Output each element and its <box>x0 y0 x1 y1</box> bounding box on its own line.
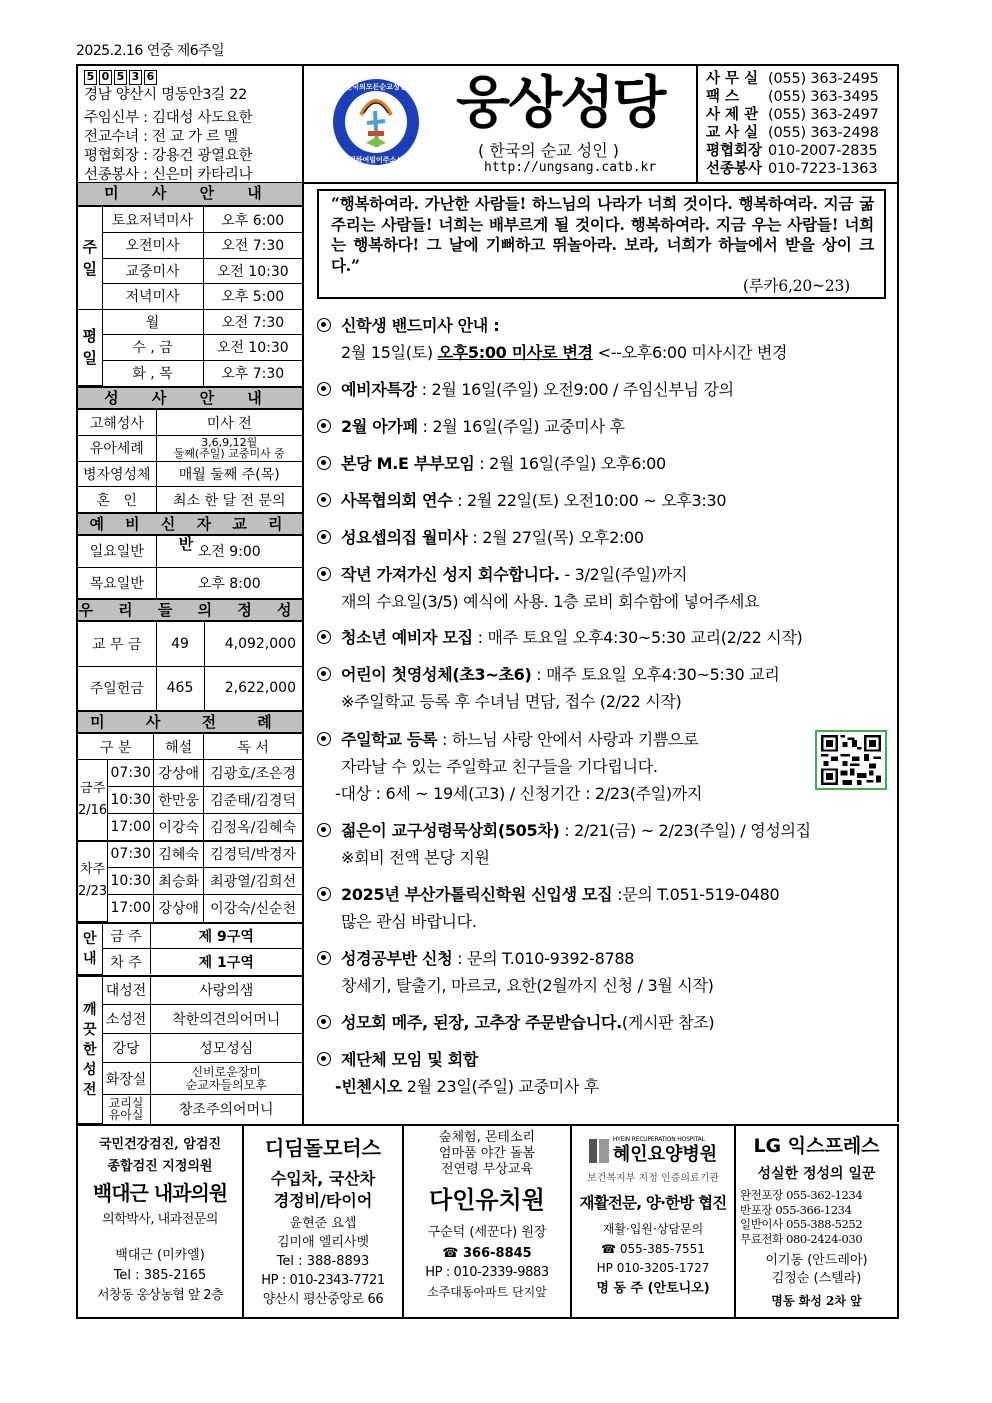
bullet-icon <box>317 732 331 746</box>
table-row <box>78 622 302 666</box>
hospital-logo-icon <box>589 1139 609 1163</box>
cleaning-area: 강당 <box>102 1034 150 1063</box>
postal-code <box>84 70 296 85</box>
liturgy-table <box>78 734 302 922</box>
mass-time: 07:30 <box>108 841 154 868</box>
offering-count: 465 <box>156 666 204 710</box>
mass-time: 07:30 <box>108 760 154 787</box>
offering-type: 교 무 금 <box>78 622 156 666</box>
bullet-icon <box>317 951 331 965</box>
table-row <box>78 734 302 760</box>
column-header: 독 서 <box>204 734 302 760</box>
zip-digit: 5 <box>114 70 127 85</box>
notice-item: 성경공부반 신청 : 문의 T.010-9392-8788 창세기, 탈출기, 마르코, 요한(2월까지 신청 / 3월 시작) <box>317 945 714 999</box>
guide-district: 제 9구역 <box>150 923 302 949</box>
contact-fax: 팩 스 (055) 363-3495 <box>706 89 879 105</box>
table-row <box>78 787 302 814</box>
class-name: 일요일반 <box>78 536 156 567</box>
bullet-icon <box>317 1015 331 1029</box>
class-name: 목요일반 <box>78 567 156 598</box>
address: 경남 양산시 명동안3길 22 <box>84 87 248 103</box>
ad-kindergarten: 숲체험, 몬테소리 엄마품 야간 돌봄 전연령 무상교육 다인유치원 구순덕 (세꾼다) 원장 ☎ 366-8845 HP : 010-2339-9883 소주대동아파트 단지앞 <box>404 1126 572 1317</box>
contact-rectory: 사 제 관 (055) 363-2497 <box>706 107 879 123</box>
mass-time: 10:30 <box>108 868 154 895</box>
quote-text: “행복하여라. 가난한 사람들! 하느님의 나라가 너희 것이다. 행복하여라. 지금 굶주리는 사람들! 너희는 배부르게 될 것이다. 행복하여라. 지금 우는 사람들! 너희는 행복하다! 그 날에 기뻐하고 뛰놀아라. 보라, 너희가 하늘에서 받을 상이 크다.” <box>331 194 874 275</box>
readers: 김광호/조은경 <box>204 760 302 787</box>
commentator: 이강숙 <box>154 814 204 841</box>
qr-code-icon[interactable] <box>815 730 887 790</box>
commentator: 최승화 <box>154 868 204 895</box>
notice-item: 제단체 모임 및 회합 -빈첸시오 2월 23일(주일) 교중미사 후 <box>317 1046 599 1100</box>
table-row <box>78 233 302 259</box>
guide-week: 차 주 <box>102 949 150 975</box>
table-row <box>78 487 302 513</box>
sacrament-info: 미사 전 <box>156 410 302 436</box>
notice-item: 주일학교 등록 : 하느님 사랑 안에서 사랑과 기쁨으로 자라날 수 있는 주일학교 친구들을 기다립니다. -대상 : 6세 ~ 19세(고3) / 신청기간 : 2/23(주일)까지 <box>317 726 702 807</box>
catechumen-heading: 예 비 신 자 교 리 반 <box>78 512 302 536</box>
notice-item: 성요셉의집 월미사 : 2월 27일(목) 오후2:00 <box>317 524 644 551</box>
column-divider <box>897 64 899 1122</box>
cleaning-label: 깨 끗 한 성 전 <box>78 976 102 1124</box>
mass-time: 오후 5:00 <box>203 284 302 310</box>
offering-amount: 4,092,000 <box>204 622 302 666</box>
table-row <box>78 309 302 335</box>
commentator: 김혜숙 <box>154 841 204 868</box>
staff-funeral-service: 선종봉사 : 신은미 카타리나 <box>84 167 253 183</box>
table-row <box>78 410 302 436</box>
bullet-icon <box>317 318 331 332</box>
sacrament-name: 고해성사 <box>78 410 156 436</box>
staff-council-president: 평협회장 : 강용건 광열요한 <box>84 148 253 164</box>
sacrament-info: 매월 둘째 주(목) <box>156 461 302 487</box>
staff-sister: 전교수녀 : 전 교 가 르 멜 <box>84 129 238 145</box>
cleaning-group: 창조주의어머니 <box>150 1095 302 1124</box>
table-row <box>78 923 302 949</box>
parish-logo-icon <box>331 77 421 167</box>
notice-item: 성모회 메주, 된장, 고추장 주문받습니다.(게시판 참조) <box>317 1009 714 1036</box>
table-row <box>78 567 302 598</box>
ad-motors: 디딤돌모터스 수입차, 국산차 경정비/타이어 윤현준 요셉 김미애 엘리사벳 Tel : 388-8893 HP : 010-2343-7721 양산시 평산중앙로 66 <box>244 1126 404 1317</box>
zip-digit: 5 <box>84 70 97 85</box>
bullet-icon <box>317 567 331 581</box>
sacrament-name: 유아세례 <box>78 436 156 462</box>
table-row <box>78 814 302 841</box>
parish-website-link[interactable]: http://ungsang.catb.kr <box>484 160 657 175</box>
offerings-heading: 우 리 들 의 정 성 <box>78 598 302 622</box>
bullet-icon <box>317 493 331 507</box>
table-row <box>78 895 302 922</box>
contact-funeral-service: 선종봉사 010-7223-1363 <box>706 161 878 177</box>
mass-schedule-table <box>78 207 302 386</box>
table-row <box>78 258 302 284</box>
bullet-icon <box>317 630 331 644</box>
contact-office: 사 무 실 (055) 363-2495 <box>706 71 879 87</box>
guide-label: 안 내 <box>78 923 102 974</box>
table-row <box>78 360 302 386</box>
readers: 김정옥/김혜숙 <box>204 814 302 841</box>
notice-item: 예비자특강 : 2월 16일(주일) 오전9:00 / 주임신부님 강의 <box>317 376 734 403</box>
mass-time: 오전 7:30 <box>203 233 302 259</box>
readers: 김경덕/박경자 <box>204 841 302 868</box>
offering-amount: 2,622,000 <box>204 666 302 710</box>
zip-digit: 3 <box>129 70 142 85</box>
sacrament-info: 최소 한 달 전 문의 <box>156 487 302 513</box>
cleaning-group: 착한의견의어머니 <box>150 1005 302 1034</box>
sacrament-name: 병자영성체 <box>78 461 156 487</box>
mass-name: 오전미사 <box>102 233 203 259</box>
parish-info <box>78 66 304 182</box>
contact-list <box>696 66 897 182</box>
week-label: 차주 2/23 <box>78 841 108 922</box>
mass-day: 수 , 금 <box>102 335 203 361</box>
cleaning-area: 교리실 유아실 <box>102 1095 150 1124</box>
guide-week: 금 주 <box>102 923 150 949</box>
quote-reference: (루카6,20~23) <box>742 277 850 295</box>
mass-time: 17:00 <box>108 814 154 841</box>
staff-pastor: 주임신부 : 김대성 사도요한 <box>84 110 253 126</box>
notice-item: 신학생 밴드미사 안내 : 2월 15일(토) 오후5:00 미사로 변경 <--오후6:00 미사시간 변경 <box>317 312 787 366</box>
bullet-icon <box>317 382 331 396</box>
class-time: 오전 9:00 <box>156 536 302 567</box>
left-column <box>76 183 304 1126</box>
contact-council-president: 평협회장 010-2007-2835 <box>706 143 878 159</box>
mass-day: 월 <box>102 309 203 335</box>
table-row <box>78 284 302 310</box>
notice-item: 2월 아가페 : 2월 16일(주일) 교중미사 후 <box>317 413 625 440</box>
parish-title-block <box>306 66 696 182</box>
zip-digit: 0 <box>99 70 112 85</box>
bullet-icon <box>317 887 331 901</box>
offerings-table <box>78 622 302 710</box>
readers: 이강숙/신순천 <box>204 895 302 922</box>
readers: 김준태/김경덕 <box>204 787 302 814</box>
mass-schedule-heading: 미 사 안 내 <box>78 183 302 207</box>
table-row <box>78 1005 302 1034</box>
sunday-label: 주 일 <box>78 207 102 309</box>
table-row <box>78 868 302 895</box>
notice-item: 어린이 첫영성체(초3~초6) : 매주 토요일 오후4:30~5:30 교리 ※주일학교 등록 후 수녀님 면담, 접수 (2/22 시작) <box>317 661 779 715</box>
sacrament-name: 혼 인 <box>78 487 156 513</box>
mass-time: 오전 7:30 <box>203 309 302 335</box>
mass-name: 교중미사 <box>102 258 203 284</box>
mass-time: 오후 7:30 <box>203 360 302 386</box>
table-row <box>78 1034 302 1063</box>
table-row <box>78 461 302 487</box>
column-header: 구 분 <box>78 734 154 760</box>
notice-item: 젊은이 교구성령묵상회(505차) : 2/21(금) ~ 2/23(주일) / 영성의집 ※회비 전액 본당 지원 <box>317 817 811 871</box>
guide-table <box>78 922 302 975</box>
weekday-label: 평 일 <box>78 309 102 386</box>
notice-item: 사목협의회 연수 : 2월 22일(토) 오전10:00 ~ 오후3:30 <box>317 487 726 514</box>
table-row <box>78 949 302 975</box>
svg-text:위하여빌어주소서: 위하여빌어주소서 <box>348 156 404 164</box>
commentator: 강상애 <box>154 760 204 787</box>
mass-time: 오후 6:00 <box>203 207 302 233</box>
cleaning-table <box>78 975 302 1125</box>
parish-name: 웅상성당 <box>456 71 665 136</box>
mass-time: 오전 10:30 <box>203 258 302 284</box>
mass-time: 10:30 <box>108 787 154 814</box>
week-label: 금주 2/16 <box>78 760 108 841</box>
bullet-icon <box>317 823 331 837</box>
notice-item: 작년 가져가신 성지 회수합니다. - 3/2일(주일)까지 재의 수요일(3/5) 예식에 사용. 1층 로비 회수함에 넣어주세요 <box>317 561 759 615</box>
cleaning-area: 대성전 <box>102 976 150 1005</box>
bulletin-header <box>76 64 899 184</box>
advertisements <box>76 1124 899 1319</box>
sacrament-info: 3,6,9,12월 둘째(주일) 교중미사 중 <box>156 436 302 462</box>
ad-hospital: HYEIN RECUPERATION HOSPITAL 혜인요양병원 보건복지부 지정 인증의료기관 재활전문, 양·한방 협진 재활·입원·상담문의 ☎ 055-385-7551 HP 010-3205-1727 명 동 주 (안토니오) <box>572 1126 736 1317</box>
table-row <box>78 976 302 1005</box>
mass-day: 화 , 목 <box>102 360 203 386</box>
readers: 최광열/김희선 <box>204 868 302 895</box>
cleaning-group: 신비로운장미 순교자들의모후 <box>150 1063 302 1095</box>
zip-digit: 6 <box>144 70 157 85</box>
issue-date-line: 2025.2.16 연중 제6주일 <box>76 43 225 59</box>
commentator: 강상애 <box>154 895 204 922</box>
cleaning-area: 소성전 <box>102 1005 150 1034</box>
guide-district: 제 1구역 <box>150 949 302 975</box>
contact-teachers-room: 교 사 실 (055) 363-2498 <box>706 125 879 141</box>
sacraments-heading: 성 사 안 내 <box>78 386 302 410</box>
table-row <box>78 436 302 462</box>
mass-time: 17:00 <box>108 895 154 922</box>
column-header: 해설 <box>154 734 204 760</box>
bullet-icon <box>317 1052 331 1066</box>
parish-patron: ( 한국의 순교 성인 ) <box>478 141 620 160</box>
table-row <box>78 1063 302 1095</box>
ad-clinic: 국민건강검진, 암검진 종합검진 지정의원 백대근 내과의원 의학박사, 내과전문의 백대근 (미카엘) Tel : 385-2165 서창동 웅상농협 앞 2층 <box>78 1126 244 1317</box>
mass-name: 저녁미사 <box>102 284 203 310</box>
table-row <box>78 841 302 868</box>
table-row <box>78 207 302 233</box>
svg-text:한국의모든순교성인: 한국의모든순교성인 <box>345 83 407 91</box>
cleaning-group: 사랑의샘 <box>150 976 302 1005</box>
mass-time: 오전 10:30 <box>203 335 302 361</box>
sacraments-table <box>78 410 302 512</box>
offering-count: 49 <box>156 622 204 666</box>
bullet-icon <box>317 530 331 544</box>
liturgy-heading: 미 사 전 례 <box>78 710 302 734</box>
offering-type: 주일헌금 <box>78 666 156 710</box>
gospel-quote <box>317 189 886 299</box>
bullet-icon <box>317 667 331 681</box>
table-row <box>78 335 302 361</box>
class-time: 오후 8:00 <box>156 567 302 598</box>
notice-item: 청소년 예비자 모집 : 매주 토요일 오후4:30~5:30 교리(2/22 시작) <box>317 624 803 651</box>
bullet-icon <box>317 456 331 470</box>
table-row <box>78 760 302 787</box>
bullet-icon <box>317 419 331 433</box>
commentator: 한만웅 <box>154 787 204 814</box>
notice-item: 2025년 부산가톨릭신학원 신입생 모집 :문의 T.051-519-0480 많은 관심 바랍니다. <box>317 881 779 935</box>
notice-item: 본당 M.E 부부모임 : 2월 16일(주일) 오후6:00 <box>317 450 666 477</box>
table-row <box>78 666 302 710</box>
cleaning-group: 성모성심 <box>150 1034 302 1063</box>
table-row <box>78 1095 302 1124</box>
cleaning-area: 화장실 <box>102 1063 150 1095</box>
ad-moving-company: LG 익스프레스 성실한 정성의 일꾼 완전포장 055-362-1234 반포장 055-366-1234 일반이사 055-388-5252 무료전화 080-2424-030 이기동 (안드레아) 김정순 (스텔라) 명동 화성 2차 앞 <box>740 1135 880 1308</box>
mass-name: 토요저녁미사 <box>102 207 203 233</box>
